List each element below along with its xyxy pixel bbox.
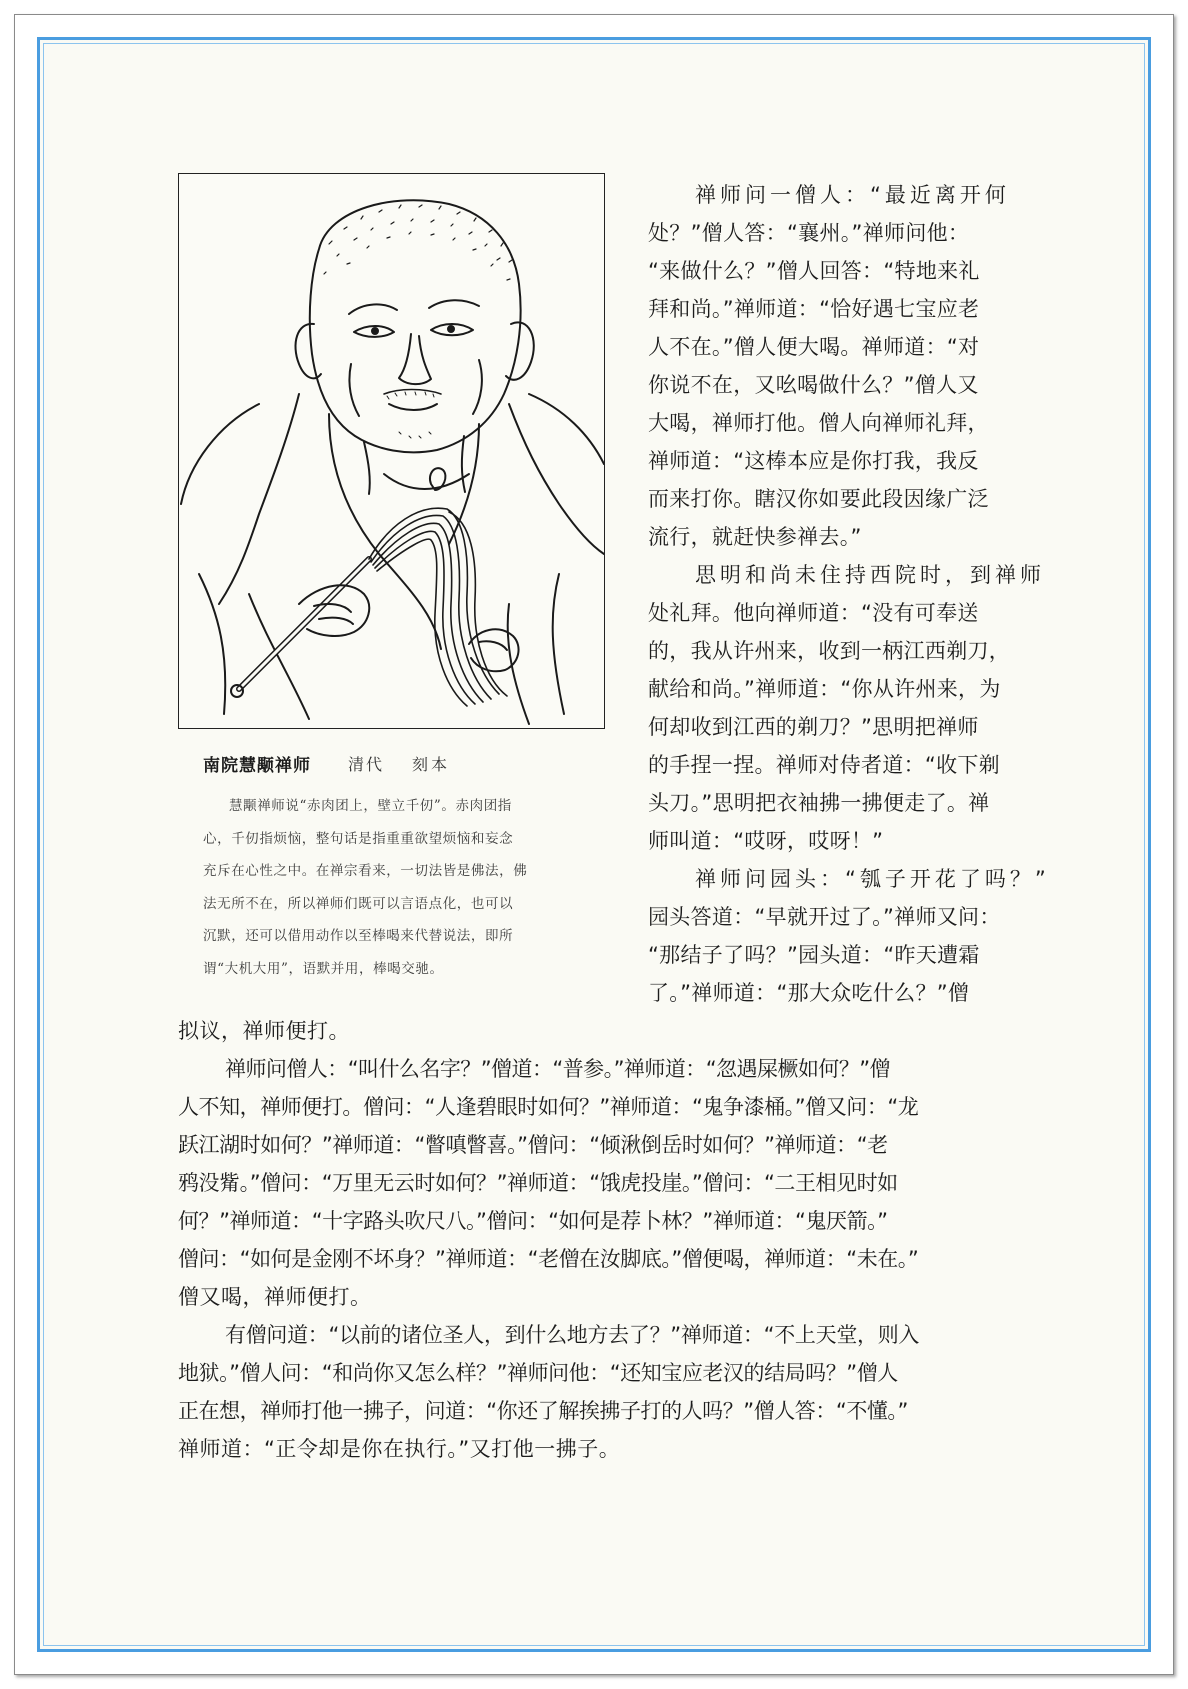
body-line: 人不在。”僧人便大喝。禅师道：“对 bbox=[648, 335, 980, 359]
illustration-caption-description bbox=[203, 790, 585, 985]
body-line: 师叫道：“哎呀，哎呀！” bbox=[648, 829, 884, 853]
body-line: 流行，就赶快参禅去。” bbox=[648, 525, 862, 549]
body-line: 拜和尚。”禅师道：“恰好遇七宝应老 bbox=[648, 297, 980, 321]
body-line: 僧又喝，禅师便打。 bbox=[178, 1285, 372, 1309]
body-line: 献给和尚。”禅师道：“你从许州来，为 bbox=[648, 677, 1001, 701]
caption-description-line: 沉默，还可以借用动作以至棒喝来代替说法，即所 bbox=[203, 928, 514, 944]
body-line: 正在想，禅师打他一拂子，问道：“你还了解挨拂子打的人吗？”僧人答：“不懂。” bbox=[178, 1399, 908, 1423]
body-line: 的，我从许州来，收到一柄江西剃刀， bbox=[648, 639, 1011, 663]
body-line: 何？”禅师道：“十字路头吹尺八。”僧问：“如何是荐卜林？”禅师道：“鬼厌箭。” bbox=[178, 1209, 888, 1233]
caption-description-line: 心，千仞指烦恼，整句话是指重重欲望烦恼和妄念 bbox=[203, 830, 514, 847]
portrait-illustration bbox=[178, 173, 605, 729]
body-line: 而来打你。瞎汉你如要此段因缘广泛 bbox=[648, 487, 989, 511]
monk-portrait-drawing bbox=[179, 174, 605, 729]
body-line: 大喝，禅师打他。僧人向禅师礼拜， bbox=[648, 411, 989, 435]
body-line: 了。”禅师道：“那大众吃什么？”僧 bbox=[648, 981, 970, 1005]
body-line: 拟议，禅师便打。 bbox=[178, 1019, 350, 1043]
body-line: 地狱。”僧人问：“和尚你又怎么样？”禅师问他：“还知宝应老汉的结局吗？”僧人 bbox=[178, 1361, 898, 1385]
illustration-caption-medium: 刻本 bbox=[412, 755, 451, 774]
body-line: 人不知，禅师便打。僧问：“人逢碧眼时如何？”禅师道：“鬼争漆桶。”僧又问：“龙 bbox=[178, 1095, 919, 1119]
body-line: 你说不在，又吆喝做什么？”僧人又 bbox=[648, 373, 979, 397]
body-line: 的手捏一捏。禅师对侍者道：“收下剃 bbox=[648, 753, 1000, 777]
body-line: 有僧问道：“以前的诸位圣人，到什么地方去了？”禅师道：“不上天堂，则入 bbox=[225, 1323, 920, 1347]
body-line: “那结子了吗？”园头道：“昨天遭霜 bbox=[648, 943, 980, 967]
body-line: 处礼拜。他向禅师道：“没有可奉送 bbox=[648, 601, 979, 625]
body-line: “来做什么？”僧人回答：“特地来礼 bbox=[648, 259, 980, 283]
body-line: 头刀。”思明把衣袖拂一拂便走了。禅 bbox=[648, 791, 990, 815]
caption-description-line: 谓“大机大用”，语默并用，棒喝交驰。 bbox=[203, 960, 444, 977]
body-line: 跃江湖时如何？”禅师道：“瞥嗔瞥喜。”僧问：“倾湫倒岳时如何？”禅师道：“老 bbox=[178, 1133, 888, 1157]
illustration-caption-dynasty: 清代 bbox=[348, 755, 385, 774]
body-line: 鸦没觜。”僧问：“万里无云时如何？”禅师道：“饿虎投崖。”僧问：“二王相见时如 bbox=[178, 1171, 898, 1195]
caption-description-line: 慧颙禅师说“赤肉团上，壁立千仞”。赤肉团指 bbox=[229, 798, 512, 814]
body-line: 园头答道：“早就开过了。”禅师又问： bbox=[648, 905, 1001, 929]
caption-description-line: 法无所不在，所以禅师们既可以言语点化，也可以 bbox=[203, 895, 514, 912]
body-line: 禅师问一僧人：“最近离开何 bbox=[695, 183, 1010, 207]
body-line: 禅师问园头：“瓠子开花了吗？” bbox=[695, 867, 1050, 891]
body-line: 禅师问僧人：“叫什么名字？”僧道：“普参。”禅师道：“忽遇屎橛如何？”僧 bbox=[225, 1057, 890, 1081]
body-line: 僧问：“如何是金刚不坏身？”禅师道：“老僧在汝脚底。”僧便喝，禅师道：“未在。” bbox=[178, 1247, 919, 1271]
body-line: 何却收到江西的剃刀？”思明把禅师 bbox=[648, 715, 979, 739]
caption-description-line: 充斥在心性之中。在禅宗看来，一切法皆是佛法，佛 bbox=[203, 863, 528, 879]
body-line: 思明和尚未住持西院时，到禅师 bbox=[695, 563, 1045, 587]
illustration-caption-title: 南院慧颙禅师 bbox=[203, 756, 311, 776]
body-line: 禅师道：“正令却是你在执行。”又打他一拂子。 bbox=[178, 1437, 621, 1461]
body-line: 处？”僧人答：“襄州。”禅师问他： bbox=[648, 221, 970, 245]
body-line: 禅师道：“这棒本应是你打我，我反 bbox=[648, 449, 979, 473]
